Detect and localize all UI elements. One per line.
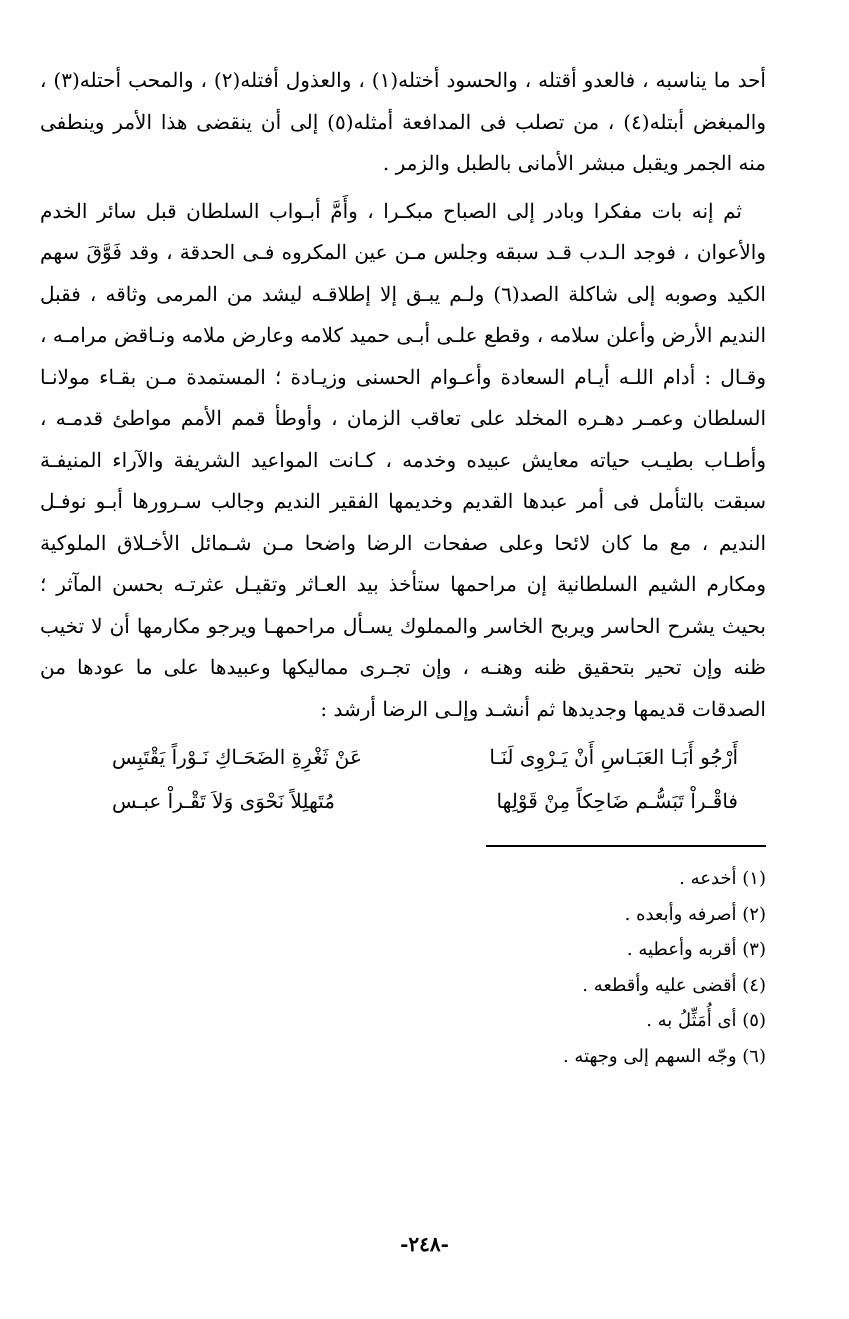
page-body <box>40 60 766 1074</box>
poem-line-2 <box>40 779 766 823</box>
poem-line-2-second-hemistich: مُتَهلِلاً نَحْوَى وَلاَ تَقْـراْ عبـس <box>112 789 335 813</box>
poem-line-1-second-hemistich: عَنْ ثَغْرِةِ الضَحَـاكِ نَـوْراً يَقْتَبِس <box>112 745 362 769</box>
poem-line-1 <box>40 735 766 779</box>
body-paragraph-2: ثم إنه بات مفكرا وبادر إلى الصباح مبكـرا ، وأَمَّ أبـواب السلطان قبل سائر الخدم والأعوان ، فوجد الـدب قـد سبقه وجلس مـن عين المكروه فـى الحدقة ، وقد فَوَّقَ سهم الكيد وصوبه إلى شاكلة الصد(٦) ولـم يبـق إلا إطلاقـه ليشد من المرمى وثاقه ، فقبل النديم الأرض وأعلن سلامه ، وقطع علـى أبـى حميد كلامه وعارض ملامه ونـاقض مرامـه ، وقـال : أدام اللـه أيـام السعادة وأعـوام الحسنى وزيـادة ؛ المستمدة مـن بقـاء مولانـا السلطان وعمـر دهـره المخلد على تعاقب الزمان ، وأوطأ قمم الأمم مواطئ قدمـه ، وأطـاب بطيـب حياته معايش عبيده وخدمه ، كـانت المواعيد الشريفة والآراء المنيفـة سبقت بالتأمل فى أمر عبدها القديم وخديمها الفقير النديم وجالب سـرورها أبـو نوفـل النديم ، مع ما كان لائحا وعلى صفحات الرضا واضحا مـن شـمائل الأخـلاق الملوكية ومكارم الشيم السلطانية إن مراحمها ستأخذ بيد العـاثر وتقيـل عثرتـه بحسن المآثر ؛ بحيث يشرح الحاسر ويربح الخاسر والمملوك يسـأل مراحمهـا ويرجو مكارمها أن لا تخيب ظنه وإن تحير بتحقيق ظنه وهنـه ، وإن تجـرى مماليكها وعبيدها على ما عودها من الصدقات قديمها وجديدها ثم أنشـد وإلـى الرضا أرشد : <box>40 198 766 721</box>
footnotes <box>40 861 766 1074</box>
footnote-3: (٣) أقربه وأعطيه . <box>626 939 766 960</box>
footnote-separator <box>486 845 766 847</box>
footnote-4: (٤) أقضى عليه وأقطعه . <box>582 974 766 996</box>
footnote-2: (٢) أصرفه وأبعده . <box>624 903 766 925</box>
footnote-5: (٥) أى أُمَثِّلُ به . <box>646 1010 766 1031</box>
body-paragraph-1: أحد ما يناسبه ، فالعدو أقتله ، والحسود أختله(١) ، والعذول أفتله(٢) ، والمحب أحتله(٣) ، والمبغض أبتله(٤) ، من تصلب فى المدافعة أمثله(٥) إلى أن ينقضى هذا الأمر وينطفى منه الجمر ويقبل مبشر الأمانى بالطبل والزمر . <box>40 68 767 175</box>
poem <box>40 735 766 823</box>
poem-line-2-first-hemistich: فاقْـراْ تَبَسُّـم ضَاحِكاً مِنْ قَوْلِها <box>496 789 738 813</box>
page-number: -٢٤٨- <box>400 1232 449 1256</box>
poem-line-1-first-hemistich: أَرْجُو أَبَـا العَبَـاسِ أَنْ يَـرْوِى لَنَـا <box>489 745 738 769</box>
footnote-6: (٦) وجّه السهم إلى وجهته . <box>562 1045 766 1067</box>
footnote-1: (١) أخدعه . <box>679 868 766 889</box>
